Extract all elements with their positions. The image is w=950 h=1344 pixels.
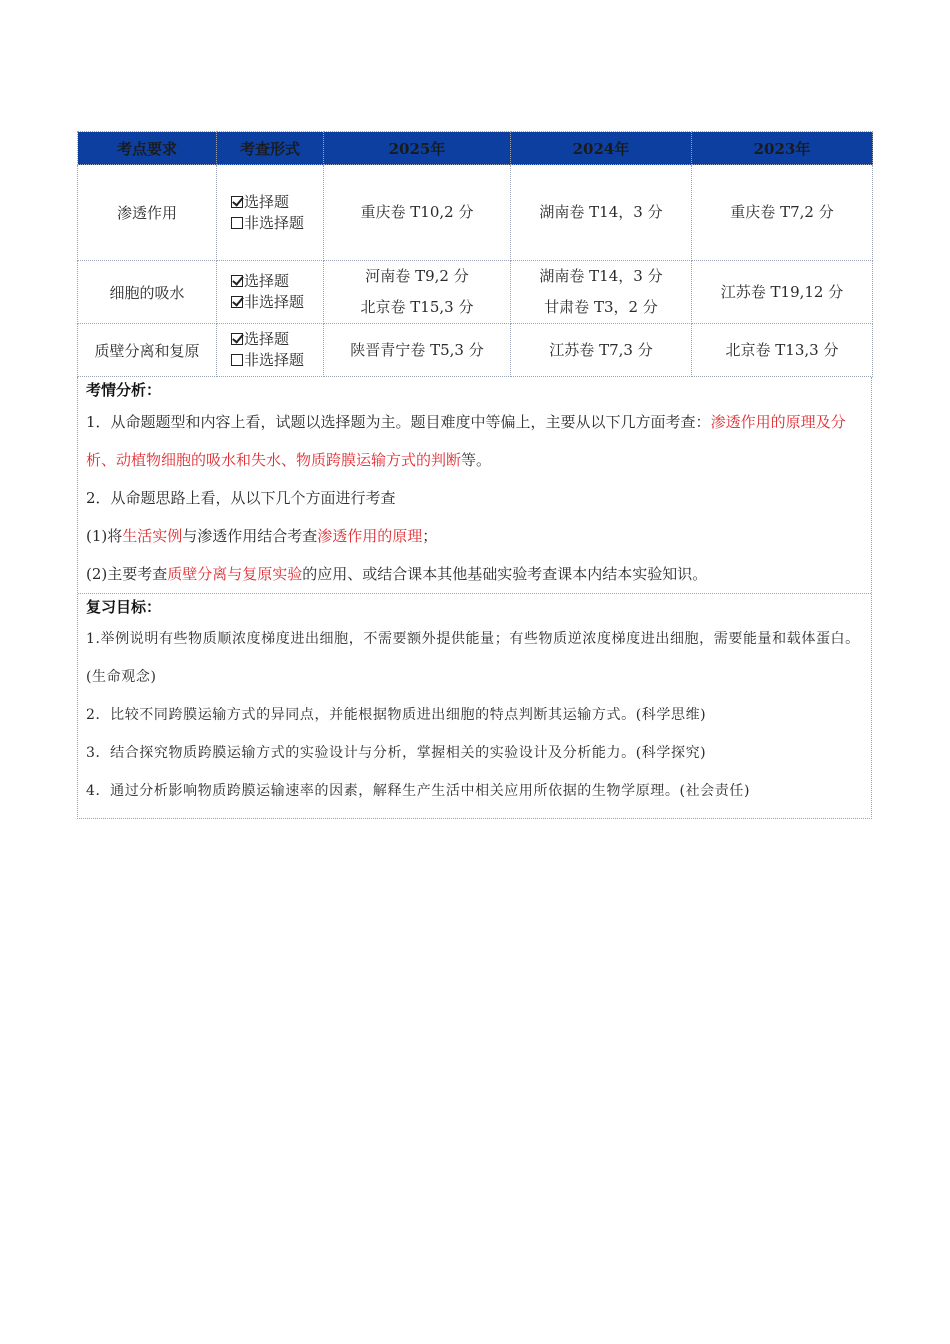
analysis-paragraph-1: 1．从命题题型和内容上看，试题以选择题为主。题目难度中等偏上，主要从以下几方面考查：渗透作用的原理及分析、动植物细胞的吸水和失水、物质跨膜运输方式的判断等。 bbox=[86, 413, 846, 469]
format-cell bbox=[217, 261, 324, 324]
format-cell bbox=[217, 324, 324, 377]
checked-box-icon bbox=[231, 275, 243, 287]
unchecked-box-icon bbox=[231, 217, 243, 229]
option-choice: 选择题 bbox=[217, 271, 323, 292]
goal-item: 3．结合探究物质跨膜运输方式的实验设计与分析，掌握相关的实验设计及分析能力。(科学探究) bbox=[86, 745, 707, 761]
option-choice: 选择题 bbox=[217, 192, 323, 213]
option-nonchoice: 非选择题 bbox=[217, 213, 323, 234]
table-row bbox=[78, 261, 873, 324]
goals-title: 复习目标： bbox=[86, 598, 162, 616]
goal-item: 4．通过分析影响物质跨膜运输速率的因素，解释生产生活中相关应用所依据的生物学原理。(社会责任) bbox=[86, 783, 751, 799]
checked-box-icon bbox=[231, 296, 243, 308]
checked-box-icon bbox=[231, 196, 243, 208]
exam-overview-sheet bbox=[77, 131, 872, 819]
table-row bbox=[78, 324, 873, 377]
topic-cell: 细胞的吸水 bbox=[78, 261, 217, 324]
year-2023-cell: 北京卷 T13,3 分 bbox=[692, 324, 873, 377]
header-cell: 考查形式 bbox=[217, 132, 324, 165]
topic-cell: 渗透作用 bbox=[78, 165, 217, 261]
goal-item: 1.举例说明有些物质顺浓度梯度进出细胞，不需要额外提供能量；有些物质逆浓度梯度进出细胞，需要能量和载体蛋白。(生命观念) bbox=[86, 631, 860, 685]
table-header-row bbox=[78, 132, 873, 165]
analysis-title: 考情分析： bbox=[86, 381, 162, 399]
year-2024-cell: 湖南卷 T14，3 分 甘肃卷 T3，2 分 bbox=[511, 261, 692, 324]
header-cell: 考点要求 bbox=[78, 132, 217, 165]
format-cell bbox=[217, 165, 324, 261]
goal-item: 2．比较不同跨膜运输方式的异同点，并能根据物质进出细胞的特点判断其运输方式。(科学思维) bbox=[86, 707, 707, 723]
year-2023-cell: 重庆卷 T7,2 分 bbox=[692, 165, 873, 261]
header-cell: 2025年 bbox=[324, 132, 511, 165]
year-2023-cell: 江苏卷 T19,12 分 bbox=[692, 261, 873, 324]
exam-point-table bbox=[77, 131, 873, 377]
topic-cell: 质壁分离和复原 bbox=[78, 324, 217, 377]
year-2025-cell: 重庆卷 T10,2 分 bbox=[324, 165, 511, 261]
year-2024-cell: 湖南卷 T14，3 分 bbox=[511, 165, 692, 261]
analysis-paragraph-2: 2．从命题思路上看，从以下几个方面进行考查 bbox=[86, 489, 396, 507]
year-2025-cell: 河南卷 T9,2 分 北京卷 T15,3 分 bbox=[324, 261, 511, 324]
header-cell: 2023年 bbox=[692, 132, 873, 165]
option-nonchoice: 非选择题 bbox=[217, 350, 323, 371]
year-2024-cell: 江苏卷 T7,3 分 bbox=[511, 324, 692, 377]
table-row bbox=[78, 165, 873, 261]
checked-box-icon bbox=[231, 333, 243, 345]
unchecked-box-icon bbox=[231, 354, 243, 366]
analysis-paragraph-4: (2)主要考查质壁分离与复原实验的应用、或结合课本其他基础实验考查课本内结本实验知识。 bbox=[86, 565, 708, 583]
analysis-panel bbox=[77, 377, 872, 819]
option-choice: 选择题 bbox=[217, 329, 323, 350]
header-cell: 2024年 bbox=[511, 132, 692, 165]
option-nonchoice: 非选择题 bbox=[217, 292, 323, 313]
analysis-paragraph-3: (1)将生活实例与渗透作用结合考查渗透作用的原理； bbox=[86, 527, 438, 545]
year-2025-cell: 陕晋青宁卷 T5,3 分 bbox=[324, 324, 511, 377]
